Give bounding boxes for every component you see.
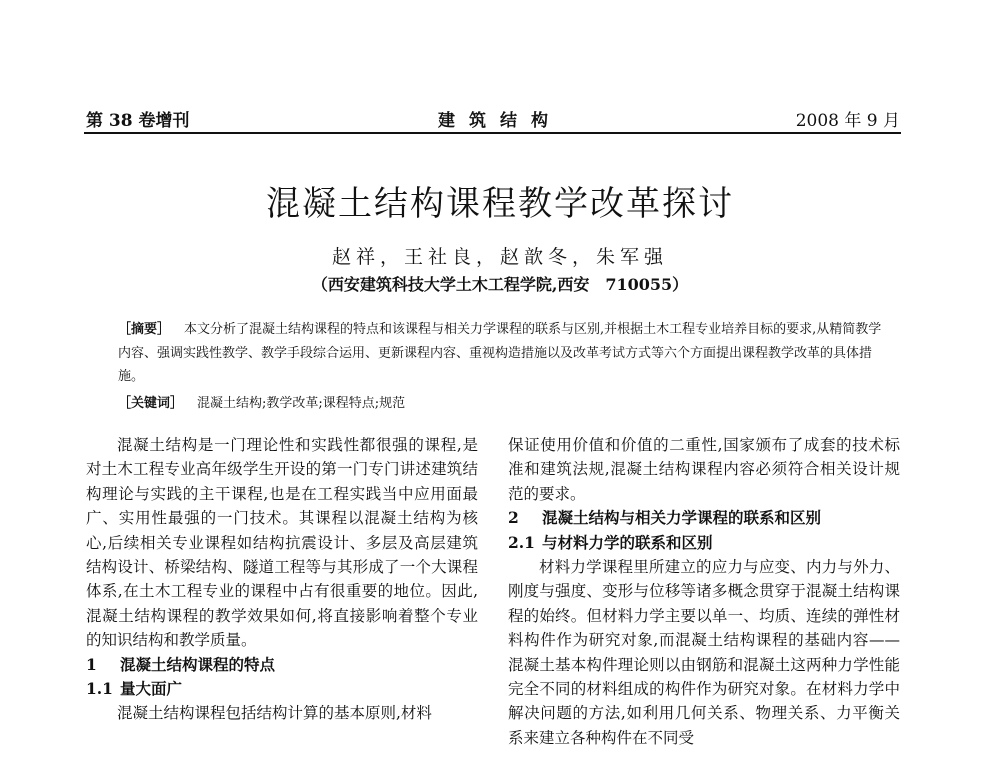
section-1-1-title: 量大面广 [120,679,183,699]
right-column [508,433,900,750]
abstract [118,318,888,389]
section-2-1-number: 2.1 [508,532,535,552]
section-2-1-title: 与材料力学的联系和区别 [542,532,713,552]
section-1-heading [86,653,478,677]
keywords [118,392,888,416]
journal-date: 2008 年 9 月 [795,111,900,131]
section-2-1-paragraph: 材料力学课程里所建立的应力与应变、内力与外力、刚度与强度、变形与位移等诸多概念贯穿于混凝土结构课程的始终。但材料力学主要以单一、均质、连续的弹性材料构件作为研究对象,而混凝土结构课程的基础内容——混凝土基本构件理论则以由钢筋和混凝土这两种力学性能完全不同的材料组成的构件作为研究对象。在材料力学中解决问题的方法,如利用几何关系、物理关系、力平衡关系来建立各种构件在不同受 [508,558,900,747]
journal-volume: 第 38 卷增刊 [86,111,190,131]
continued-paragraph: 保证使用价值和价值的二重性,国家颁布了成套的技术标准和建筑法规,混凝土结构课程内容必须符合相关设计规范的要求。 [508,436,900,503]
authors: 赵祥，王社良，赵歆冬，朱军强 [331,246,668,268]
keywords-text: 混凝土结构;教学改革;课程特点;规范 [197,396,406,411]
section-2-title: 混凝土结构与相关力学课程的联系和区别 [542,508,822,528]
section-1-1-paragraph: 混凝土结构课程包括结构计算的基本原则,材料 [117,704,432,723]
section-2-1-heading [508,531,900,555]
abstract-text: 本文分析了混凝土结构课程的特点和该课程与相关力学课程的联系与区别,并根据土木工程专业培养目标的要求,从精简教学内容、强调实践性教学、教学手段综合运用、更新课程内容、重视构造措施以及改革考试方式等六个方面提出课程教学改革的具体措施。 [118,322,882,384]
journal-name: 建筑结构 [438,111,562,131]
keywords-label: ［关键词］ [118,396,184,411]
section-1-number: 1 [86,654,97,674]
section-1-title: 混凝土结构课程的特点 [120,654,276,674]
abstract-label: ［摘要］ [118,322,171,337]
section-1-1-heading [86,677,478,701]
section-1-1-number: 1.1 [86,679,113,699]
paper-title: 混凝土结构课程教学改革探讨 [266,184,734,224]
left-column [86,433,478,726]
intro-paragraph: 混凝土结构是一门理论性和实践性都很强的课程,是对土木工程专业高年级学生开设的第一门专门讲述建筑结构理论与实践的主干课程,也是在工程实践当中应用面最广、实用性最强的一门技术。其课程以混凝土结构为核心,后续相关专业课程如结构抗震设计、多层及高层建筑结构设计、桥梁结构、隧道工程等与其形成了一个大课程体系,在土木工程专业的课程中占有很重要的地位。因此,混凝土结构课程的教学效果如何,将直接影响着整个专业的知识结构和教学质量。 [86,436,478,650]
section-2-heading [508,506,900,530]
affiliation: （西安建筑科技大学土木工程学院,西安 710055） [311,275,689,294]
header-rule [84,132,901,134]
section-2-number: 2 [508,508,519,528]
